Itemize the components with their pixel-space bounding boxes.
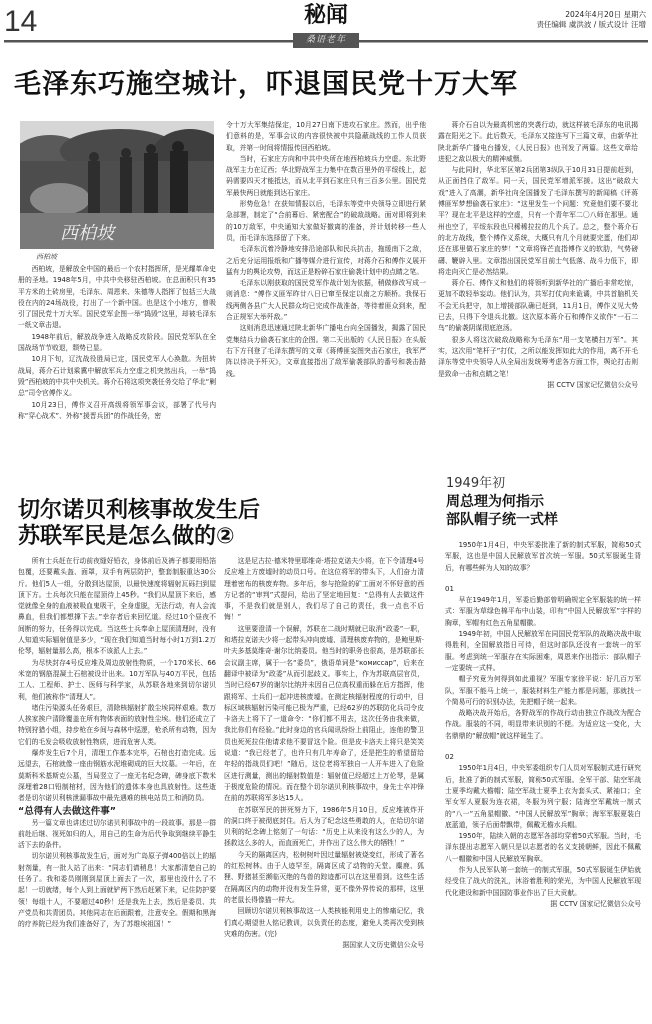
dateline <box>536 10 646 30</box>
paragraph: 1948年前后，解放战争进入战略反攻阶段。国民党军队在全国战场节节败退，颓势已显。 <box>18 332 216 353</box>
paragraph: 爆炸发生后7个月，清理工作基本完毕，石棺也打造完成。远远望去，石棺就像一座由钢筋水泥堆砌成的巨大坟墓。一年后，在莫斯科米基斯克公墓，当局竖立了一座无名纪念碑，碑身底下数米深埋着28口铅制棺材，因为他们的遗体本身也具放射性。这些逝者是切尔诺贝利核泄漏事故中最先遇难的核电站员工和消防员。 <box>18 749 216 803</box>
paragraph: 1949年初，中国人民解放军在同国民党军队的战略决战中取得胜利，全国解放指日可待，但这时部队还没有一套统一的军服。考虑到统一军服存在实际困难，周恩来作出指示：部队帽子一定要统一式样。 <box>445 630 641 672</box>
paragraph: 早在1949年1月，军委后勤部曾明确规定全军服装的统一样式：军服为草绿色棉平布中山装，印有“中国人民解放军”字样的胸章，军帽有红色五角星帽徽。 <box>445 596 641 627</box>
article3-headline-line1: 周总理为何指示 <box>446 494 544 510</box>
editor-credits: 责任编辑 虞洪波 / 版式设计 汪增 <box>536 20 646 29</box>
article2-headline-line1: 切尔诺贝利核事故发生后 <box>18 498 261 523</box>
article2-column-1 <box>18 556 216 931</box>
paragraph: 切尔诺贝利核事故发生后，面对为广岛原子弹400倍以上的辐射剂量，有一批人站了出来：“同志们请稍息！大家都清楚自己的任务了。我和委员刚刚到屋顶上面去了一次，那里也没什么了不起！一切就绪，每个人到上面就铲两下然后赶紧下来，记住防护要领！每组十人，不要超过40秒！还是我先上去，然后是委员、共产党员和共青团员。其他同志在后面跟着，注意安全。假期和黑海的疗养院已经为我们准备好了，为了苏维埃祖国！” <box>18 852 216 929</box>
paragraph: 当时，石家庄方向和中共中央所在地西柏坡兵力空虚。东北野战军主力在辽西；华北野战军主力集中在数百里外的平绥线上，起码需要四天才能抵达，而从北平到石家庄只有三百多公里。国民党军最快两日就能到达石家庄。 <box>226 154 426 197</box>
paragraph: 10月下旬，辽沈战役胜局已定，国民党军人心涣散。为扭转战局，蒋介石计划乘冀中解放军兵力空虚之机突然出兵，一举“捣毁”西柏坡的中共中央机关。蒋介石将这项突袭任务交给了华北“剿总”司令官傅作义。 <box>18 355 216 398</box>
section-number-02: 02 <box>445 753 454 762</box>
article2-column-2 <box>224 556 424 951</box>
paragraph: 1950年1月4日，中央军委批准了新的制式军服，简称50式军服，这也是中国人民解放军首次统一军服。50式军服诞生背后，有哪些鲜为人知的故事？ <box>445 541 641 572</box>
article3-headline <box>446 493 558 529</box>
article3-source: 据 CCTV 国家记忆微信公众号 <box>550 899 641 908</box>
article1-column-2 <box>226 120 426 380</box>
article1-source: 据 CCTV 国家记忆微信公众号 <box>547 380 638 389</box>
paragraph: 10月23日，傅作义召开高级将领军事会议，部署了代号内称“穿心战术”、外称“援晋兵团”的作战任务，密 <box>18 400 216 420</box>
paragraph: 战略决战开始后，各野战军的作战行动由独立作战改为配合作战。服装的不同，明显带来识别的不便。为适应这一变化，大名鼎鼎的“解放帽”就这样诞生了。 <box>445 709 641 740</box>
article1-headline: 毛泽东巧施空城计，吓退国民党十万大军 <box>14 69 518 100</box>
paragraph: 为尽快封存4号反应堆及周边放射性物质，一个170米长、66米宽的钢筋混凝土石棺被设计出来。10万军队与40万平民，包括工人、工程师、护士、医师与科学家，从苏联各地来到切尔诺贝利，他们被称作“清理人”。 <box>18 658 216 701</box>
paragraph: 这里要澄清一个误解，苏联在二战时期就已取消“政委”一职，和塔拉克诺夫少将一起带头冲向废墟、清理核废弃物的，是鲍里斯·叶夫多基莫维奇·谢尔比纳委员。他当时的职务也很高，是苏联部长会议副主席，属于一名“委员”，俄语单词是“комиссар”，后来在翻译中被译为“政委”从而引起歧义。事实上，作为苏联高层官员，当时已经67岁的谢尔比纳并未因自己位高权重而躲在后方指挥，他跟将军、士兵们一起冲进核废墟。在测定核辐射程度的行动中，目标区域核辐射污染可能已极为严重，已经62岁的苏联防化兵司令皮卡洛夫上将下了一道命令：“你们都不用去，这次任务由我来做，我比你们有经验。”此时身边的官兵闻讯纷纷上前阻止，连他的警卫员也死死拉住他请求他不要冒这个险。但是皮卡洛夫上将只是笑笑说道：“我已经老了，也许只有几年寿命了，还是把生的希望留给年轻的指战员们吧！”随后，这位老将军独自一人开车进入了危险区进行测量，测出的辐射数值是：辐射值已经超过上万伦琴，是属于极度危险的情况。而在整个切尔诺贝利核事故中，身先士卒冲锋在前的苏联将军多达15人。 <box>224 624 424 803</box>
paragraph: 今天的隔离区内，松树树叶因过量辐射被烧变红，形成了著名的红松树林。由于人迹罕至，隔离区成了动物的天堂。麋鹿、狐狸、野猪甚至濒临灭绝的鸟兽的踪迹都可以在这里看到。这些生活在隔离区内的动物并没有发生异常，更不像外界传说的那样，这里的老鼠长得像猫一样大。 <box>224 850 424 904</box>
article1-column-3 <box>438 120 638 391</box>
article2-source: 据国家人文历史微信公众号 <box>342 941 424 950</box>
article3-pre-title: 1949年初 <box>446 476 506 491</box>
paragraph: 与此同时，华北军区第2兵团第3纵队于10月31日提前赶到，从正面挡住了敌军。同一天，国民党军增派军援。这出“破敌大戏”进入了高潮，新华社向全国播发了毛泽东撰写的新闻稿《评蒋傅匪军梦想偷袭石家庄》：“这里发生一个问题：究竟他们要不要北平？现在北平是这样的空虚，只有一个青年军二〇八师在那里。通州也空了，平绥东段也只稀稀拉拉的几个兵了。总之，整个蒋介石的北方战线，整个傅作义系统，大概只有几个月就要完蛋，他们却还在那里做石家庄的梦！”文章将锋芒直指傅作义的软肋，气势磅礴、鞭辟入里。文章指出国民党军目前士气低落、战斗力低下，即将走向灭亡是必然结果。 <box>438 166 638 276</box>
paragraph: 令十万大军集结保定，10月27日南下进攻石家庄。然而，出乎他们意料的是，军事会议的内容很快被中共隐蔽战线的工作人员获取，并第一时间将情报传回西柏坡。 <box>226 121 426 152</box>
paragraph: 另一篇文章也讲述过切尔诺贝利事故中的一段故事。那是一群前赴后继、视死如归的人，用自己的生命为后代争取到继续平静生活下去的条件。 <box>18 818 216 850</box>
paragraph: 在苏联军民的拼死努力下，1986年5月10日，反应堆被炸开的洞口终于被彻底封住。后人为了纪念这些勇敢的人，在给切尔诺贝利的纪念碑上铭刻了一句话：“历史上从来没有这么少的人，为拯救这么多的人，而直面死亡，并作出了这么伟大的牺牲！” <box>224 805 424 848</box>
paragraph: 蒋介石自以为最高机密的突袭行动，就这样被毛泽东的电讯揭露在阳光之下。此后数天，毛泽东又接连写下三篇文章，由新华社陕北新华广播电台播发，《人民日报》也刊发了两篇。这些文章给进犯之敌以极大的精神威慑。 <box>438 121 638 163</box>
paragraph: 1950年1月4日，中央军委组织专门人员对军服制式进行研究后，批准了新的制式军服，简称50式军服。全军干部、陆空军战士夏季均戴大檐帽；陆空军战士夏季上衣为套头式、紧袖口；全军女军人夏服为连衣裙，冬服为列宁服；陆海空军戴统一制式的“八一”五角星帽徽、“中国人民解放军”胸章；海军军服夏装白底蓝道，领子后面带飘带，佩戴无檐水兵帽。 <box>445 764 641 829</box>
article2-headline <box>18 498 260 550</box>
photo-caption: 西柏坡 <box>36 253 57 261</box>
page-number: 14 <box>4 5 38 38</box>
section-number-01: 01 <box>445 584 454 593</box>
article2-subhead: “总得有人去做这件事” <box>18 805 116 817</box>
article3-headline-line2: 部队帽子统一式样 <box>446 512 558 528</box>
paragraph: 所有士兵赶在行动前夜缝好铅衣，身体前后及裤子都要用铅箔包覆，还要戴头盔、面罩，双手有两层防护，整套制服重达30公斤。他们5人一组，分散到达屋顶，以最快速度将辐射瓦砾扫到屋顶下方。士兵每次只能在屋顶待上45秒。“我们从屋顶下来后，感觉就像全身的血液被吸血鬼吸干，全身虚脱，无法行动，有人会流鼻血，但我们都想撑下去。”幸存者后来回忆道。经过10个昼夜不间断的努力，任务得以完成。当这些士兵奉命上屋顶清理时，没有人知道实际辐射值是多少，“现在我们知道当时每小时1万到1.2万伦琴，辐射量那么高，根本不该派人上去。” <box>18 557 216 656</box>
section-title: 秘闻 <box>303 2 348 28</box>
page-header <box>0 0 652 48</box>
paragraph: 毛泽东以刚获取的国民党军作战计划为依据，稍做修改写成一则消息：“傅作义匪军昨廿八日已窜至保定以南之方顺桥。我保石线两侧各县广大人民群众均已完成作战准备，等待着匪众到来，配合正规军大举歼敌。” <box>226 279 426 322</box>
paragraph: 西柏坡，是解放全中国的最后一个农村指挥所，是光耀革命史册的圣地。1948年5月，中共中央移驻西柏坡。在总面积只有35平方米的土砖房里，毛泽东、周恩来、朱德等人指挥了包括三大战役在内的24场战役，打出了一个新中国。也是这个小地方，曾吸引了国民党十万大军。国民党军企图一举“捣毁”这里，却被毛泽东一纸文章击退。 <box>18 265 216 330</box>
paragraph: 这是尼古拉·德米特里耶维奇·塔拉克诺夫少将，在下令清理4号反应堆上方废墟时的动员口号。在这位将军的带头下，人们奋力清理着密布的核废弃物。多年后，参与抢险的矿工面对不怀好意的西方记者的“审判”式提问，给出了坚定地回复：“总得有人去做这件事，不是我们就是别人，我们尽了自己的责任，我一点也不后悔！” <box>224 557 424 622</box>
paragraph: 作为人民军队第一套统一的制式军服，50式军服诞生伊始就经受住了战火的洗礼，沐浴着胜利的荣光，为中国人民解放军现代化建设和新中国国防事业作出了巨大贡献。 <box>445 866 641 897</box>
article2-headline-line2: 苏联军民是怎么做的② <box>18 524 235 549</box>
article1-photo <box>20 121 214 249</box>
paragraph: 形势危急！在获知情报以后，毛泽东等党中央领导立即进行紧急部署，制定了“合前幕后、紧密配合”的破敌战略。面对即将到来的10万敌军，中央通知大家做好撤离的准备，并计划转移一些人员，而毛泽东选择留了下来。 <box>226 200 426 242</box>
paragraph: 帽子究竟为何得到如此重视？军服专家徐平说：好几百万军队，军服不能马上统一，服装材料生产能力都是问题，那就找一个简易可行的识别办法，先把帽子统一起来。 <box>445 675 641 706</box>
paragraph: 蒋介石、傅作义和他们的将领听到新华社的广播后非常吃惊，更加不敢轻举妄动。他们认为，共军打仗向来诡谲，中共首脑机关不会无兵把守，加上增援部队确已赶到，11月1日，傅作义见大势已去，只得下令退兵北撤。这次原本蒋介石和傅作义欲作“一石二鸟”的偷袭阴谋彻底泡汤。 <box>438 279 638 333</box>
paragraph: 回顾切尔诺贝利核事故这一人类核能利用史上的惨痛记忆，我们真心期望世人铭记教训，以负责任的态度，避免人类再次受到核灾难的伤害。(完) <box>224 907 424 938</box>
photo-ground-text: 西柏坡 <box>60 223 114 244</box>
paragraph: 这则消息迅速通过陕北新华广播电台向全国播发，揭露了国民党集结兵力偷袭石家庄的企图。第二天出版的《人民日报》在头版右下方刊登了毛泽东撰写的文章《蒋傅匪妄图突击石家庄，我军严阵以待决予歼灭》，文章直接指出了敌军偷袭部队的番号和袭击路线。 <box>226 324 426 378</box>
article3-column <box>445 540 641 910</box>
issue-date: 2024年4月20日 星期六 <box>565 10 646 19</box>
statues-photo-image <box>20 121 214 249</box>
article1-column-1 <box>18 264 216 422</box>
paragraph: 毛泽东沉着冷静地安排沿途部队和民兵抗击，拖缓南下之敌，之后充分运用报纸和广播等媒介进行宣传，对蒋介石和傅作义展开猛有力的舆论攻势，而这正是粉碎石家庄偷袭计划中的点睛之笔。 <box>226 245 426 276</box>
paragraph: 很多人将这次破敌战略称为毛泽东“用一支笔横扫万军”。其实，这次用“笔杆子”打仗，之所以能发挥如此大的作用，离不开毛泽东等党中央领导人从全局出发统筹考虑各方面工作，舆论打击则是致命一击和点睛之笔！ <box>438 335 638 378</box>
paragraph: 堵住污染源头任务艰巨，清除核辐射扩散尘埃同样艰难。数万人挨家挨户清除覆盖在所有物体表面的放射性尘埃。他们还成立了特别狩猎小组，持步枪在乡间与森林中巡逻，枪杀所有动物，因为它们的毛发会吸收放射性物质，进而危害人类。 <box>18 703 216 746</box>
brand-badge: 桑语老年 <box>293 33 359 48</box>
paragraph: 1950年，陆续入朝的志愿军各部均穿着50式军服。当时，毛泽东提出志愿军入朝只是以志愿者的名义支援朝鲜，因此不佩戴八一帽徽和中国人民解放军胸章。 <box>445 832 641 863</box>
